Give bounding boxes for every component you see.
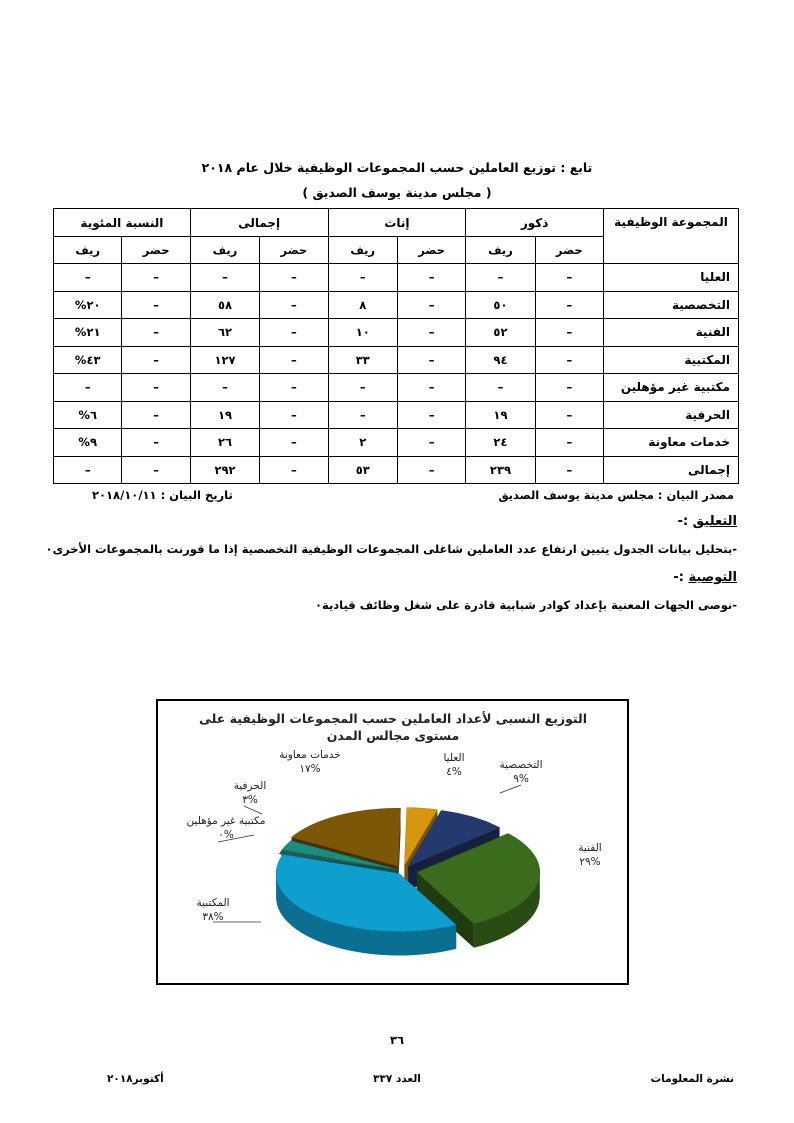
leader-line	[500, 785, 521, 793]
col-header-percent: النسبة المئوية	[54, 209, 191, 237]
table-cell: ١٩	[466, 401, 535, 429]
table-cell: –	[260, 319, 328, 347]
table-cell: –	[397, 346, 465, 374]
table-cell: –	[397, 319, 465, 347]
slice-label: المكتبية	[196, 897, 230, 909]
table-cell: –	[328, 401, 397, 429]
table-cell: –	[260, 374, 328, 402]
row-label: خدمات معاونة	[604, 429, 739, 457]
table-cell: –	[466, 374, 535, 402]
col-header-total: إجمالى	[190, 209, 328, 237]
table-cell: ١٢٧	[190, 346, 259, 374]
table-row	[54, 374, 739, 402]
table-cell: –	[535, 429, 603, 457]
data-source: مصدر البيان : مجلس مدينة يوسف الصديق	[498, 488, 734, 502]
table-cell: –	[260, 291, 328, 319]
employees-table	[53, 208, 739, 484]
table-cell: ٦٢	[190, 319, 259, 347]
table-cell: ٦%	[54, 401, 122, 429]
slice-value-label: ٠%	[218, 829, 234, 841]
table-cell: ٢	[328, 429, 397, 457]
slice-value-label: ٢٩%	[579, 856, 601, 868]
table-cell: –	[260, 456, 328, 484]
table-cell: ٥٢	[466, 319, 535, 347]
recommendation-heading-suffix: :-	[673, 570, 689, 585]
slice-label: التخصصية	[499, 759, 543, 771]
row-label: إجمالى	[604, 456, 739, 484]
slice-label: خدمات معاونة	[279, 749, 341, 761]
group-header: المجموعة الوظيفية	[604, 209, 739, 264]
slice-label: العليا	[443, 752, 465, 764]
row-label: الفنية	[604, 319, 739, 347]
sub-header-urban: حضر	[122, 237, 190, 264]
table-cell: ١٩	[190, 401, 259, 429]
slice-value-label: ٣٨%	[202, 911, 224, 923]
row-label: التخصصية	[604, 291, 739, 319]
table-row	[54, 264, 739, 292]
footer-date: أكتوبر٢٠١٨	[107, 1073, 164, 1085]
table-cell: –	[190, 374, 259, 402]
table-cell: ٥٨	[190, 291, 259, 319]
slice-label: الفنية	[578, 842, 602, 854]
slice-value-label: ٣%	[242, 794, 258, 806]
table-cell: –	[535, 319, 603, 347]
table-cell: –	[397, 429, 465, 457]
table-cell: –	[122, 264, 190, 292]
table-cell: ٢٠%	[54, 291, 122, 319]
col-header-males: ذكور	[466, 209, 604, 237]
table-cell: –	[397, 374, 465, 402]
leader-line	[244, 806, 262, 814]
footer-publication: نشرة المعلومات	[650, 1073, 734, 1085]
table-cell: –	[122, 429, 190, 457]
table-cell: ٤٣%	[54, 346, 122, 374]
table-row	[54, 319, 739, 347]
table-cell: –	[535, 264, 603, 292]
table-row	[54, 346, 739, 374]
table-cell: –	[535, 374, 603, 402]
slice-value-label: ٩%	[513, 773, 529, 785]
table-cell: –	[535, 456, 603, 484]
row-label: المكتبية	[604, 346, 739, 374]
recommendation-body: -نوصى الجهات المعنية بإعداد كوادر شبابية قادرة على شغل وظائف قيادية٠	[314, 598, 737, 612]
table-cell: –	[397, 401, 465, 429]
table-cell: ٩%	[54, 429, 122, 457]
table-cell: –	[54, 456, 122, 484]
table-cell: ٣٣	[328, 346, 397, 374]
slice-value-label: ١٧%	[299, 763, 321, 775]
sub-header-urban: حضر	[397, 237, 465, 264]
comment-heading	[678, 514, 737, 529]
footer-issue: العدد ٣٣٧	[373, 1073, 421, 1085]
table-cell: –	[122, 319, 190, 347]
recommendation-heading	[673, 570, 737, 585]
sub-header-urban: حضر	[260, 237, 328, 264]
slice-label: مكتبية غير مؤهلين	[186, 815, 266, 827]
row-label: مكتبية غير مؤهلين	[604, 374, 739, 402]
table-cell: –	[535, 401, 603, 429]
slice-value-label: ٤%	[446, 766, 462, 778]
row-label: العليا	[604, 264, 739, 292]
table-cell: –	[397, 291, 465, 319]
table-cell: –	[328, 374, 397, 402]
recommendation-heading-label: التوصية	[688, 570, 737, 585]
table-cell: –	[54, 374, 122, 402]
sub-header-rural: ريف	[190, 237, 259, 264]
table-cell: ٥٠	[466, 291, 535, 319]
table-cell: –	[397, 264, 465, 292]
table-cell: ٢١%	[54, 319, 122, 347]
table-cell: –	[190, 264, 259, 292]
page-number: ٣٦	[389, 1033, 405, 1047]
sub-header-rural: ريف	[466, 237, 535, 264]
table-cell: –	[260, 429, 328, 457]
table-cell: –	[122, 456, 190, 484]
pie-chart	[156, 699, 629, 985]
table-row	[54, 401, 739, 429]
table-cell: –	[122, 291, 190, 319]
chart-title: التوزيع النسبى لأعداد العاملين حسب المجموعات الوظيفية على مستوى مجالس المدن	[198, 711, 588, 743]
table-cell: ٢٤	[466, 429, 535, 457]
table-cell: ٨	[328, 291, 397, 319]
table-cell: ٥٣	[328, 456, 397, 484]
comment-heading-suffix: :-	[677, 514, 693, 529]
table-cell: –	[466, 264, 535, 292]
table-cell: ٢٦	[190, 429, 259, 457]
row-label: الحرفية	[604, 401, 739, 429]
table-cell: –	[54, 264, 122, 292]
table-subtitle: ( مجلس مدينة يوسف الصديق )	[302, 185, 492, 200]
col-header-females: إناث	[328, 209, 466, 237]
table-cell: –	[535, 346, 603, 374]
table-cell: ١٠	[328, 319, 397, 347]
table-row	[54, 456, 739, 484]
table-cell: –	[122, 346, 190, 374]
table-cell: –	[122, 401, 190, 429]
table-cell: –	[535, 291, 603, 319]
slice-label: الحرفية	[233, 780, 267, 792]
table-cell: –	[260, 401, 328, 429]
sub-header-rural: ريف	[54, 237, 122, 264]
table-cell: –	[122, 374, 190, 402]
table-cell: ٩٤	[466, 346, 535, 374]
table-row	[54, 429, 739, 457]
table-cell: –	[397, 456, 465, 484]
sub-header-rural: ريف	[328, 237, 397, 264]
table-cell: ٢٣٩	[466, 456, 535, 484]
comment-body: -بتحليل بيانات الجدول يتبين ارتفاع عدد العاملين شاغلى المجموعات الوظيفية التخصصية إذا ما قورنت بالمجموعات الأخرى٠	[45, 542, 737, 556]
table-row	[54, 291, 739, 319]
comment-heading-label: التعليق	[692, 514, 737, 529]
table-cell: –	[260, 346, 328, 374]
table-cell: –	[328, 264, 397, 292]
table-title: تابع : توزيع العاملين حسب المجموعات الوظيفية خلال عام ٢٠١٨	[201, 160, 593, 175]
table-cell: ٢٩٢	[190, 456, 259, 484]
sub-header-urban: حضر	[535, 237, 603, 264]
data-date: تاريخ البيان : ٢٠١٨/١٠/١١	[92, 488, 233, 502]
table-cell: –	[260, 264, 328, 292]
